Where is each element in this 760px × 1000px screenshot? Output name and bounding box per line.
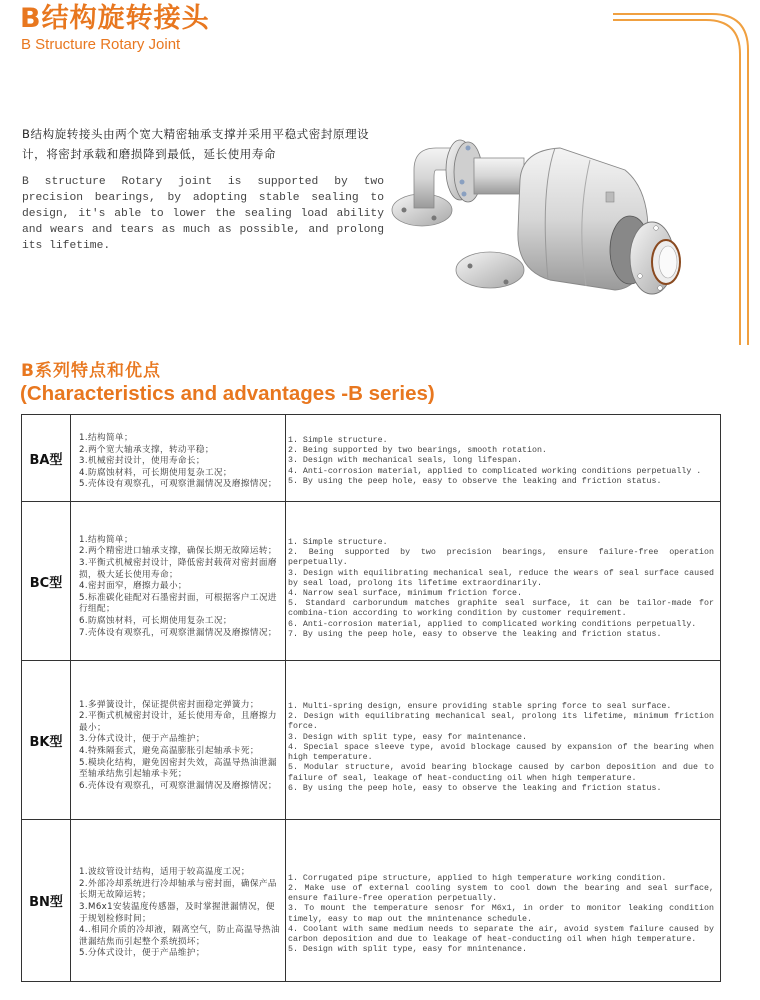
feature-en: 1. Multi-spring design, ensure providing stable spring force to seal surface. [288,702,672,712]
feature-en: 1. Corrugated pipe structure, applied to high temperature working condition. [288,873,667,883]
feature-en: 2. Being supported by two bearings, smooth rotation. [288,446,547,456]
features-en [288,846,714,956]
rotary-joint-product-image [390,130,690,330]
table-row-bc [22,502,721,661]
table-row-ba [22,415,721,502]
feature-en: 3. Design with equilibrating mechanical seal, reduce the wears of seal surface caused by seal load, prolong its lifetime extraordinarily. [288,568,714,588]
model-label: BN型 [22,820,71,982]
feature-en: 6. By using the peep hole, easy to observe the leaking and friction status. [288,783,662,793]
feature-cn: 4.密封面窄，磨擦力最小； [79,581,187,592]
feature-en: 6. Anti-corrosion material, applied to complicated working conditions perpetually. [288,619,697,629]
features-cn [79,425,281,491]
feature-en: 7. By using the peep hole, easy to observe the leaking and friction status. [288,629,662,639]
feature-cn: 5.分体式设计，便于产品维护； [79,948,205,959]
table-row-bk [22,661,721,820]
features-en [288,522,714,640]
feature-cn: 2.两个精密进口轴承支撑，确保长期无故障运转； [79,546,277,557]
feature-en: 2. Being supported by two precision bearings, ensure failure-free operation perpetually. [288,548,714,568]
feature-en: 4. Coolant with same medium needs to separate the air, avoid system failure caused by carbon deposition and due to leakage of heat-conducting oil when high temperature. [288,924,714,944]
feature-en: 4. Narrow seal surface, minimum friction force. [288,589,523,598]
section-title-cn: B系列特点和优点 [21,361,161,381]
model-label: BA型 [22,415,71,502]
feature-en: 3. Design with mechanical seals, long lifespan. [288,456,523,466]
feature-cn: 6.防腐蚀材料，可长期使用复杂工况； [79,615,232,626]
feature-en: 5. Standard carborundum matches graphite seal surface, it can be tailor-made for combina-tion according to working condition by customer requirement. [288,599,714,619]
feature-en: 2. Make use of external cooling system to cool down the bearing and seal surface, ensure failure-free operation perpetually. [288,883,714,904]
features-cn [79,688,281,793]
model-label: BC型 [22,502,71,661]
feature-cn: 7.壳体设有观察孔，可观察泄漏情况及磨擦情况； [79,627,277,638]
page-title-en: B Structure Rotary Joint [21,36,181,53]
feature-en: 3. Design with split type, easy for maintenance. [288,732,527,742]
features-en [288,686,714,794]
features-en [288,429,714,487]
feature-en: 5. By using the peep hole, easy to observe the leaking and friction status. [288,476,662,486]
feature-en: 5. Design with split type, easy for mnintenance. [288,945,527,955]
feature-cn: 1.结构简单； [79,534,133,545]
page-title-cn: B结构旋转接头 [20,3,210,34]
table-row-bn [22,820,721,982]
feature-cn: 4..相同介质的冷却液，隔离空气，防止高温导热油泄漏结焦而引起整个系统损坏； [79,925,281,947]
feature-cn: 3.M6x1安装温度传感器，及时掌握泄漏情况，便于规划检修时间； [79,901,275,924]
feature-cn: 4.防腐蚀材料，可长期使用复杂工况； [79,467,232,478]
feature-en: 1. Simple structure. [288,537,388,547]
feature-en: 1. Simple structure. [288,435,388,445]
feature-cn: 5.模块化结构，避免因密封失效，高温导热油泄漏至轴承结焦引起轴承卡死； [79,757,277,780]
feature-cn: 3.分体式设计，便于产品维护； [79,734,205,745]
feature-cn: 4.特殊隔套式，避免高温膨胀引起轴承卡死； [79,746,259,756]
feature-cn: 5.标准碳化硅配对石墨密封面，可根据客户工况进行组配； [79,592,277,615]
feature-cn: 1.多弹簧设计，保证提供密封面稳定弹簧力； [79,699,259,710]
feature-cn: 2.两个宽大轴承支撑，转动平稳； [79,444,214,455]
feature-cn: 1.结构简单； [79,433,133,444]
features-cn [79,523,281,639]
feature-cn: 1.波纹管设计结构，适用于较高温度工况； [79,867,250,878]
section-title-en: (Characteristics and advantages -B series) [20,382,435,405]
feature-en: 3. To mount the temperature senosr for M6x1, in order to monitor leaking condition timely, easy to map out the mnintenance schedule. [288,904,714,924]
feature-en: 2. Design with equilibrating mechanical seal, prolong its lifetime, minimum friction force. [288,712,714,732]
feature-cn: 5.壳体设有观察孔，可观察泄漏情况及磨擦情况； [79,479,277,490]
intro-text-en: B structure Rotary joint is supported by two precision bearings, by adopting stable sealing to design, it's able to lower the sealing load ability and wears and tears as much as possible, and prolong its lifetime. [22,176,384,252]
feature-en: 4. Special space sleeve type, avoid blockage caused by expansion of the bearing when high temperature. [288,742,714,763]
feature-cn: 3.平衡式机械密封设计，降低密封载荷对密封面磨损，极大延长使用寿命； [79,558,277,580]
characteristics-table [21,414,721,982]
feature-en: 4. Anti-corrosion material, applied to complicated working conditions perpetually . [288,466,702,476]
features-cn [79,841,281,960]
model-label: BK型 [22,661,71,820]
intro-text-cn: B结构旋转接头由两个宽大精密轴承支撑并采用平稳式密封原理设计，将密封承载和磨损降到最低，延长使用寿命 [22,127,370,161]
feature-cn: 2.外部冷却系统进行冷却轴承与密封面，确保产品长期无故障运转； [79,878,277,901]
feature-en: 5. Modular structure, avoid bearing blockage caused by carbon deposition and due to failure of seal, leakage of heat-conducting oil when high temperature. [288,763,714,783]
feature-cn: 6.壳体设有观察孔，可观察泄漏情况及磨擦情况； [79,780,277,791]
feature-cn: 3.机械密封设计，使用寿命长； [79,456,205,467]
feature-cn: 2.平衡式机械密封设计，延长使用寿命，且磨擦力最小； [79,711,277,733]
